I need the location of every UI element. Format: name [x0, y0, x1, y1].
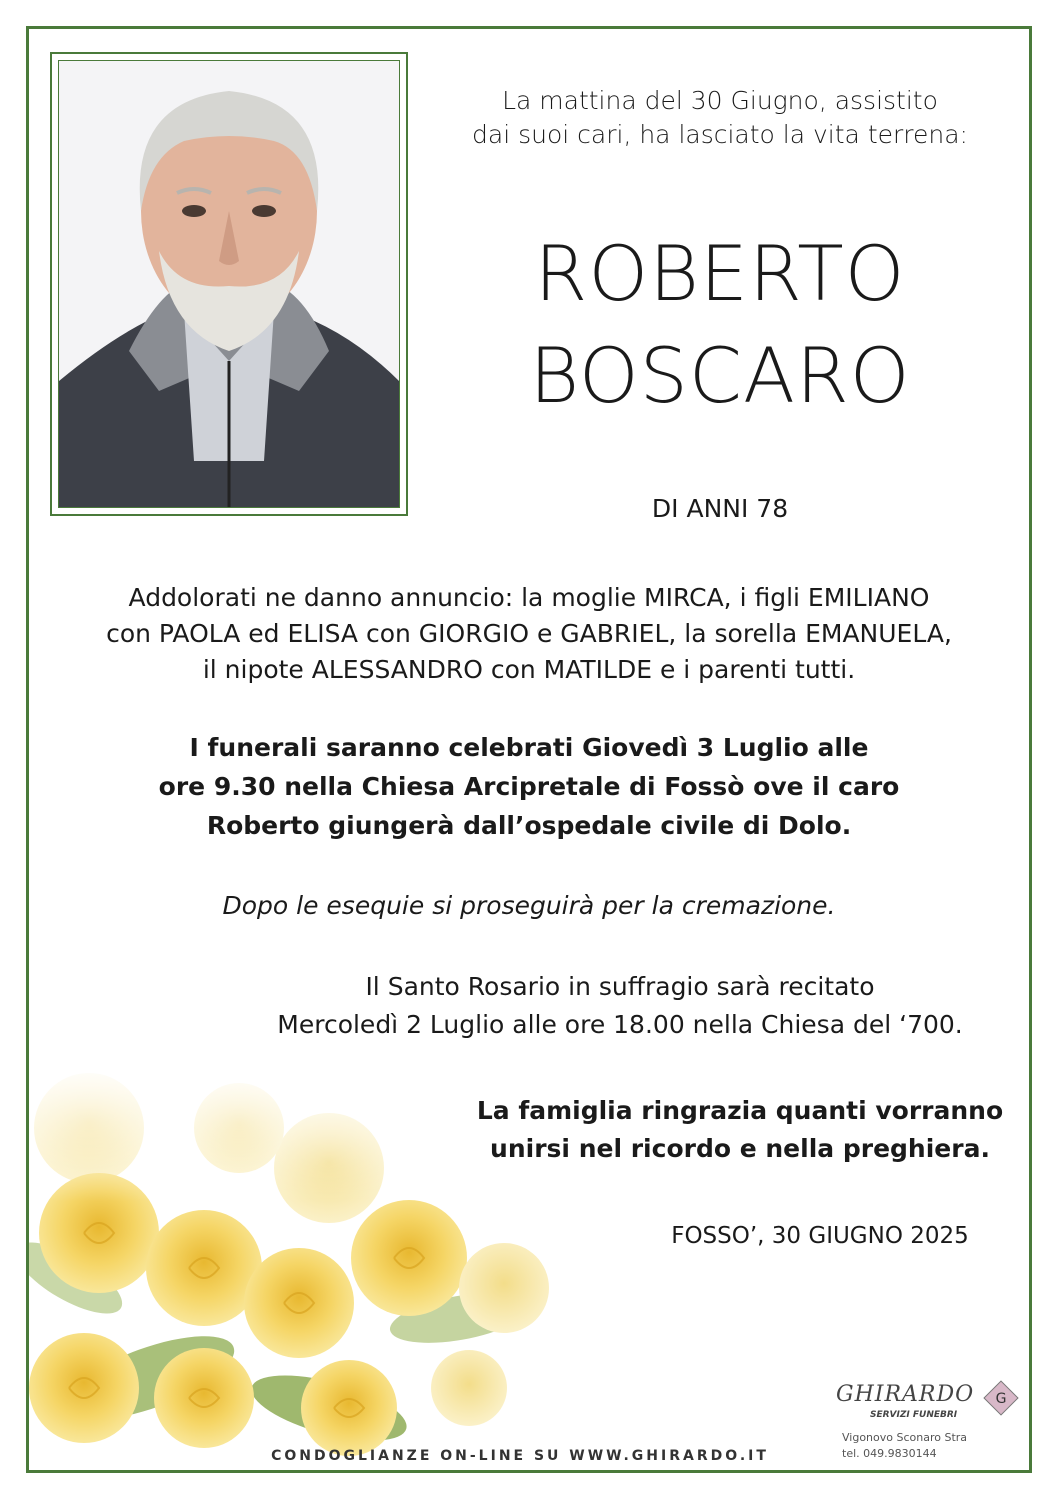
logo-subtitle: SERVIZI FUNEBRI: [870, 1410, 958, 1420]
logo-address: [842, 1430, 967, 1462]
funeral-line: I funerali saranno celebrati Giovedì 3 Luglio alle: [189, 733, 869, 762]
announcement-text: [40, 580, 1018, 688]
deceased-first-name: ROBERTO: [534, 229, 906, 318]
rosary-details: [200, 968, 1040, 1044]
announcement-line: il nipote ALESSANDRO con MATILDE e i parenti tutti.: [202, 655, 856, 684]
thanks-line: La famiglia ringrazia quanti vorranno: [476, 1096, 1004, 1125]
announcement-line: con PAOLA ed ELISA con GIORGIO e GABRIEL, la sorella EMANUELA,: [106, 619, 952, 648]
portrait-frame: [50, 52, 408, 516]
deceased-age: DI ANNI 78: [651, 494, 789, 523]
thanks-line: unirsi nel ricordo e nella preghiera.: [490, 1134, 990, 1163]
intro-line: dai suoi cari, ha lasciato la vita terrena:: [472, 120, 968, 149]
cremation-note: Dopo le esequie si proseguirà per la cremazione.: [222, 891, 836, 920]
rosary-line: Il Santo Rosario in suffragio sarà recitato: [365, 972, 875, 1001]
funeral-details: [40, 728, 1018, 845]
funeral-line: Roberto giungerà dall’ospedale civile di Dolo.: [206, 811, 852, 840]
family-thanks: [440, 1092, 1040, 1168]
diamond-logo-icon: [981, 1378, 1021, 1418]
logo-mark-letter: G: [995, 1391, 1007, 1407]
intro-text: [440, 84, 1000, 152]
deceased-last-name: BOSCARO: [529, 331, 911, 420]
funeral-home-logo: [836, 1376, 1026, 1466]
address-line: Vigonovo Sconaro Stra: [842, 1431, 968, 1444]
logo-name: GHIRARDO: [836, 1382, 975, 1407]
intro-line: La mattina del 30 Giugno, assistito: [502, 86, 938, 115]
rosary-line: Mercoledì 2 Luglio alle ore 18.00 nella Chiesa del ‘700.: [277, 1010, 963, 1039]
announcement-line: Addolorati ne danno annuncio: la moglie MIRCA, i figli EMILIANO: [128, 583, 930, 612]
funeral-line: ore 9.30 nella Chiesa Arcipretale di Fossò ove il caro: [158, 772, 900, 801]
condolences-link[interactable]: CONDOGLIANZE ON-LINE SU WWW.GHIRARDO.IT: [271, 1448, 769, 1464]
phone-line: tel. 049.9830144: [842, 1447, 937, 1460]
portrait-photo: [58, 60, 400, 508]
place-and-date: FOSSO’, 30 GIUGNO 2025: [671, 1223, 969, 1249]
